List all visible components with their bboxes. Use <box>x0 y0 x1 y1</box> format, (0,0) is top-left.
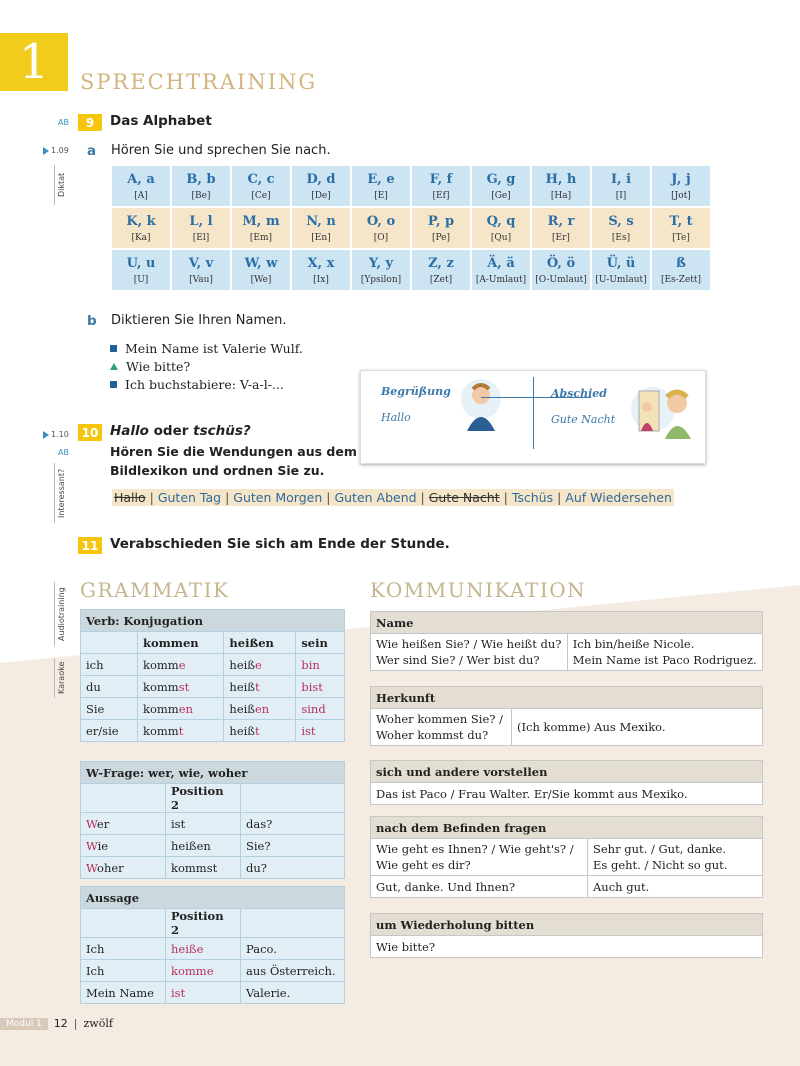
statement-table <box>80 886 345 1004</box>
table-header: Aussage <box>81 887 345 909</box>
alphabet-pronunciation: [U] <box>133 274 149 285</box>
part-b-label: b <box>87 313 97 329</box>
table-row: Wie heißen Sie? <box>81 835 345 857</box>
alphabet-letter: P, p <box>427 213 455 229</box>
alphabet-letter: N, n <box>306 213 336 229</box>
alphabet-pronunciation: [Es-Zett] <box>660 274 702 285</box>
play-icon[interactable] <box>43 147 49 155</box>
alphabet-letter: Y, y <box>368 255 394 271</box>
lexicon-greeting-word: Hallo <box>381 411 411 424</box>
alphabet-letter: S, s <box>608 213 634 229</box>
alphabet-pronunciation: [En] <box>311 232 331 243</box>
introduce-table <box>370 760 763 805</box>
table-row: er/sie kommt heißt ist <box>81 720 345 742</box>
alphabet-letter: O, o <box>366 213 396 229</box>
word-item: Hallo <box>114 490 146 505</box>
page-footer <box>0 1017 113 1030</box>
exercise-10-instruction: Hören Sie die Wendungen aus dem Bildlexikon und ordnen Sie zu. <box>110 444 357 478</box>
audio-track-1-09[interactable] <box>43 146 69 155</box>
word-box: Hallo | Guten Tag | Guten Morgen | Guten Abend | Gute Nacht | Tschüs | Auf Wiedersehen <box>114 490 672 505</box>
table-row: Woher kommst du? <box>81 857 345 879</box>
workbook-tag: AB <box>58 118 69 127</box>
alphabet-cell <box>352 166 410 206</box>
dialog-line: Ich buchstabiere: V-a-l-... <box>110 375 303 393</box>
alphabet-cell <box>232 250 290 290</box>
play-icon[interactable] <box>43 431 49 439</box>
alphabet-cell <box>412 166 470 206</box>
alphabet-pronunciation: [O-Umlaut] <box>535 274 587 285</box>
side-tab-interessant[interactable]: Interessant? <box>54 463 68 523</box>
picture-lexicon <box>360 370 706 464</box>
alphabet-pronunciation: [U-Umlaut] <box>595 274 647 285</box>
alphabet-pronunciation: [Zet] <box>429 274 453 285</box>
exercise-11-title: Verabschieden Sie sich am Ende der Stunde. <box>110 536 450 552</box>
alphabet-cell <box>472 166 530 206</box>
alphabet-letter: T, t <box>669 213 693 229</box>
alphabet-cell <box>172 166 230 206</box>
alphabet-cell <box>532 208 590 248</box>
alphabet-pronunciation: [Ix] <box>313 274 329 285</box>
dialog-line: Wie bitte? <box>110 357 303 375</box>
alphabet-letter: C, c <box>247 171 275 187</box>
alphabet-pronunciation: [E] <box>374 190 388 201</box>
lexicon-divider <box>533 377 534 449</box>
side-tab-karaoke[interactable]: Karaoke <box>54 658 68 698</box>
exercise-number-9: 9 <box>78 114 102 131</box>
chapter-number: 1 <box>0 33 68 91</box>
alphabet-pronunciation: [O] <box>373 232 389 243</box>
alphabet-pronunciation: [Ge] <box>491 190 511 201</box>
table-header: nach dem Befinden fragen <box>371 817 763 839</box>
table-row: Wer ist das? <box>81 813 345 835</box>
alphabet-cell <box>112 166 170 206</box>
alphabet-cell <box>292 250 350 290</box>
dialog-list <box>110 339 303 393</box>
square-bullet-icon <box>110 381 117 388</box>
alphabet-letter: I, i <box>610 171 632 187</box>
alphabet-pronunciation: [Pe] <box>432 232 450 243</box>
alphabet-cell <box>412 250 470 290</box>
alphabet-cell <box>232 166 290 206</box>
alphabet-cell <box>592 250 650 290</box>
square-bullet-icon <box>110 345 117 352</box>
wellbeing-table <box>370 816 763 898</box>
alphabet-cell <box>652 166 710 206</box>
alphabet-letter: U, u <box>126 255 156 271</box>
alphabet-letter: D, d <box>306 171 336 187</box>
column-header: heißen <box>224 632 296 654</box>
kommunikation-title: KOMMUNIKATION <box>370 578 587 602</box>
module-tag: Modul 1 <box>0 1018 48 1030</box>
alphabet-letter: F, f <box>429 171 453 187</box>
table-row: Ich heiße Paco. <box>81 938 345 960</box>
triangle-bullet-icon <box>110 363 118 370</box>
table-row: Sie kommen heißen sind <box>81 698 345 720</box>
conjugation-table <box>80 609 345 742</box>
alphabet-letter: E, e <box>367 171 395 187</box>
alphabet-pronunciation: [De] <box>311 190 331 201</box>
side-tab-audiotraining[interactable]: Audiotraining <box>54 582 68 646</box>
alphabet-pronunciation: [Ypsilon] <box>360 274 402 285</box>
alphabet-letter: H, h <box>545 171 577 187</box>
page-word: zwölf <box>83 1017 113 1030</box>
alphabet-pronunciation: [Be] <box>191 190 211 201</box>
table-row: Wie geht es Ihnen? / Wie geht's? / Wie geht es dir? Sehr gut. / Gut, danke. Es geht. / Nicht so gut. <box>371 839 763 876</box>
alphabet-pronunciation: [We] <box>250 274 272 285</box>
table-header: Herkunft <box>371 687 763 709</box>
alphabet-pronunciation: [Er] <box>552 232 570 243</box>
lexicon-farewell-word: Gute Nacht <box>551 413 616 426</box>
alphabet-cell <box>652 250 710 290</box>
audio-label: 1.09 <box>51 146 69 155</box>
alphabet-cell <box>592 166 650 206</box>
alphabet-letter: Ü, ü <box>606 255 636 271</box>
alphabet-letter: K, k <box>126 213 156 229</box>
audio-label: 1.10 <box>51 430 69 439</box>
alphabet-pronunciation: [A-Umlaut] <box>475 274 527 285</box>
side-tab-diktat[interactable]: Diktat <box>54 165 68 205</box>
alphabet-pronunciation: [El] <box>192 232 210 243</box>
table-row: du kommst heißt bist <box>81 676 345 698</box>
alphabet-cell <box>172 208 230 248</box>
exercise-10-title: Hallo oder tschüs? <box>110 423 251 439</box>
alphabet-cell <box>112 250 170 290</box>
alphabet-cell <box>112 208 170 248</box>
lexicon-farewell-heading: Abschied <box>551 387 607 400</box>
alphabet-cell <box>352 250 410 290</box>
alphabet-letter: G, g <box>486 171 516 187</box>
word-item: Tschüs <box>511 490 554 505</box>
alphabet-letter: Ä, ä <box>487 255 515 271</box>
alphabet-pronunciation: [Em] <box>249 232 273 243</box>
word-item: Auf Wiedersehen <box>565 490 672 505</box>
alphabet-pronunciation: [Qu] <box>490 232 512 243</box>
alphabet-letter: V, v <box>188 255 214 271</box>
alphabet-letter: Ö, ö <box>546 255 576 271</box>
origin-table <box>370 686 763 746</box>
table-row: ich komme heiße bin <box>81 654 345 676</box>
alphabet-pronunciation: [Ef] <box>432 190 450 201</box>
workbook-tag: AB <box>58 448 69 457</box>
part-b-instruction: Diktieren Sie Ihren Namen. <box>111 313 287 328</box>
chapter-title: SPRECHTRAINING <box>80 70 318 94</box>
repetition-table <box>370 913 763 958</box>
table-header: W-Frage: wer, wie, woher <box>81 762 345 784</box>
alphabet-letter: R, r <box>547 213 575 229</box>
part-a-instruction: Hören Sie und sprechen Sie nach. <box>111 143 331 158</box>
name-table <box>370 611 763 671</box>
alphabet-pronunciation: [Te] <box>672 232 690 243</box>
alphabet-letter: A, a <box>127 171 155 187</box>
alphabet-cell <box>232 208 290 248</box>
greeting-person-illustration <box>451 375 511 435</box>
word-item: Guten Morgen <box>233 490 323 505</box>
dialog-line: Mein Name ist Valerie Wulf. <box>110 339 303 357</box>
word-item: Guten Tag <box>157 490 222 505</box>
exercise-number-10: 10 <box>78 424 102 441</box>
alphabet-cell <box>292 208 350 248</box>
table-row: Wie bitte? <box>371 936 763 958</box>
table-header: Name <box>371 612 763 634</box>
table-row: Mein Name ist Valerie. <box>81 982 345 1004</box>
page-number: 12 <box>53 1017 68 1030</box>
alphabet-cell <box>292 166 350 206</box>
alphabet-cell <box>412 208 470 248</box>
alphabet-pronunciation: [Es] <box>611 232 631 243</box>
alphabet-cell <box>592 208 650 248</box>
footer-separator: | <box>73 1017 78 1030</box>
table-row: Woher kommen Sie? / Woher kommst du? (Ich komme) Aus Mexiko. <box>371 709 763 746</box>
alphabet-cell <box>472 250 530 290</box>
exercise-9-title: Das Alphabet <box>110 113 212 129</box>
alphabet-letter: X, x <box>307 255 335 271</box>
w-question-table <box>80 761 345 879</box>
table-row: Gut, danke. Und Ihnen? Auch gut. <box>371 876 763 898</box>
alphabet-letter: W, w <box>244 255 278 271</box>
table-header: sich und andere vorstellen <box>371 761 763 783</box>
table-row: Wie heißen Sie? / Wie heißt du? Wer sind Sie? / Wer bist du? Ich bin/heiße Nicole. Mein Name ist Paco Rodriguez. <box>371 634 763 671</box>
farewell-people-illustration <box>627 379 699 441</box>
table-header: um Wiederholung bitten <box>371 914 763 936</box>
lexicon-greeting-heading: Begrüßung <box>381 385 451 398</box>
table-row: Ich komme aus Österreich. <box>81 960 345 982</box>
alphabet-pronunciation: [Vau] <box>189 274 213 285</box>
word-item: Guten Abend <box>334 490 417 505</box>
alphabet-cell <box>532 250 590 290</box>
audio-track-1-10[interactable] <box>43 430 69 439</box>
alphabet-letter: Z, z <box>428 255 454 271</box>
alphabet-cell <box>532 166 590 206</box>
grammatik-title: GRAMMATIK <box>80 578 230 602</box>
alphabet-cell <box>652 208 710 248</box>
alphabet-pronunciation: [I] <box>615 190 627 201</box>
table-row: Das ist Paco / Frau Walter. Er/Sie kommt aus Mexiko. <box>371 783 763 805</box>
alphabet-letter: L, l <box>189 213 213 229</box>
alphabet-letter: M, m <box>242 213 280 229</box>
part-a-label: a <box>87 143 97 159</box>
alphabet-pronunciation: [Ce] <box>251 190 271 201</box>
alphabet-pronunciation: [Jot] <box>671 190 691 201</box>
alphabet-cell <box>352 208 410 248</box>
alphabet-grid <box>112 166 710 290</box>
alphabet-cell <box>172 250 230 290</box>
alphabet-letter: B, b <box>186 171 216 187</box>
alphabet-pronunciation: [Ha] <box>550 190 572 201</box>
exercise-number-11: 11 <box>78 537 102 554</box>
alphabet-pronunciation: [A] <box>134 190 148 201</box>
alphabet-cell <box>472 208 530 248</box>
table-header: Verb: Konjugation <box>81 610 345 632</box>
alphabet-pronunciation: [Ka] <box>131 232 151 243</box>
alphabet-letter: Q, q <box>486 213 516 229</box>
alphabet-letter: J, j <box>671 171 691 187</box>
column-header: Position 2 <box>166 784 241 813</box>
column-header: Position 2 <box>166 909 241 938</box>
alphabet-letter: ß <box>676 255 686 271</box>
word-item: Gute Nacht <box>428 490 500 505</box>
column-header: kommen <box>138 632 224 654</box>
column-header: sein <box>296 632 345 654</box>
